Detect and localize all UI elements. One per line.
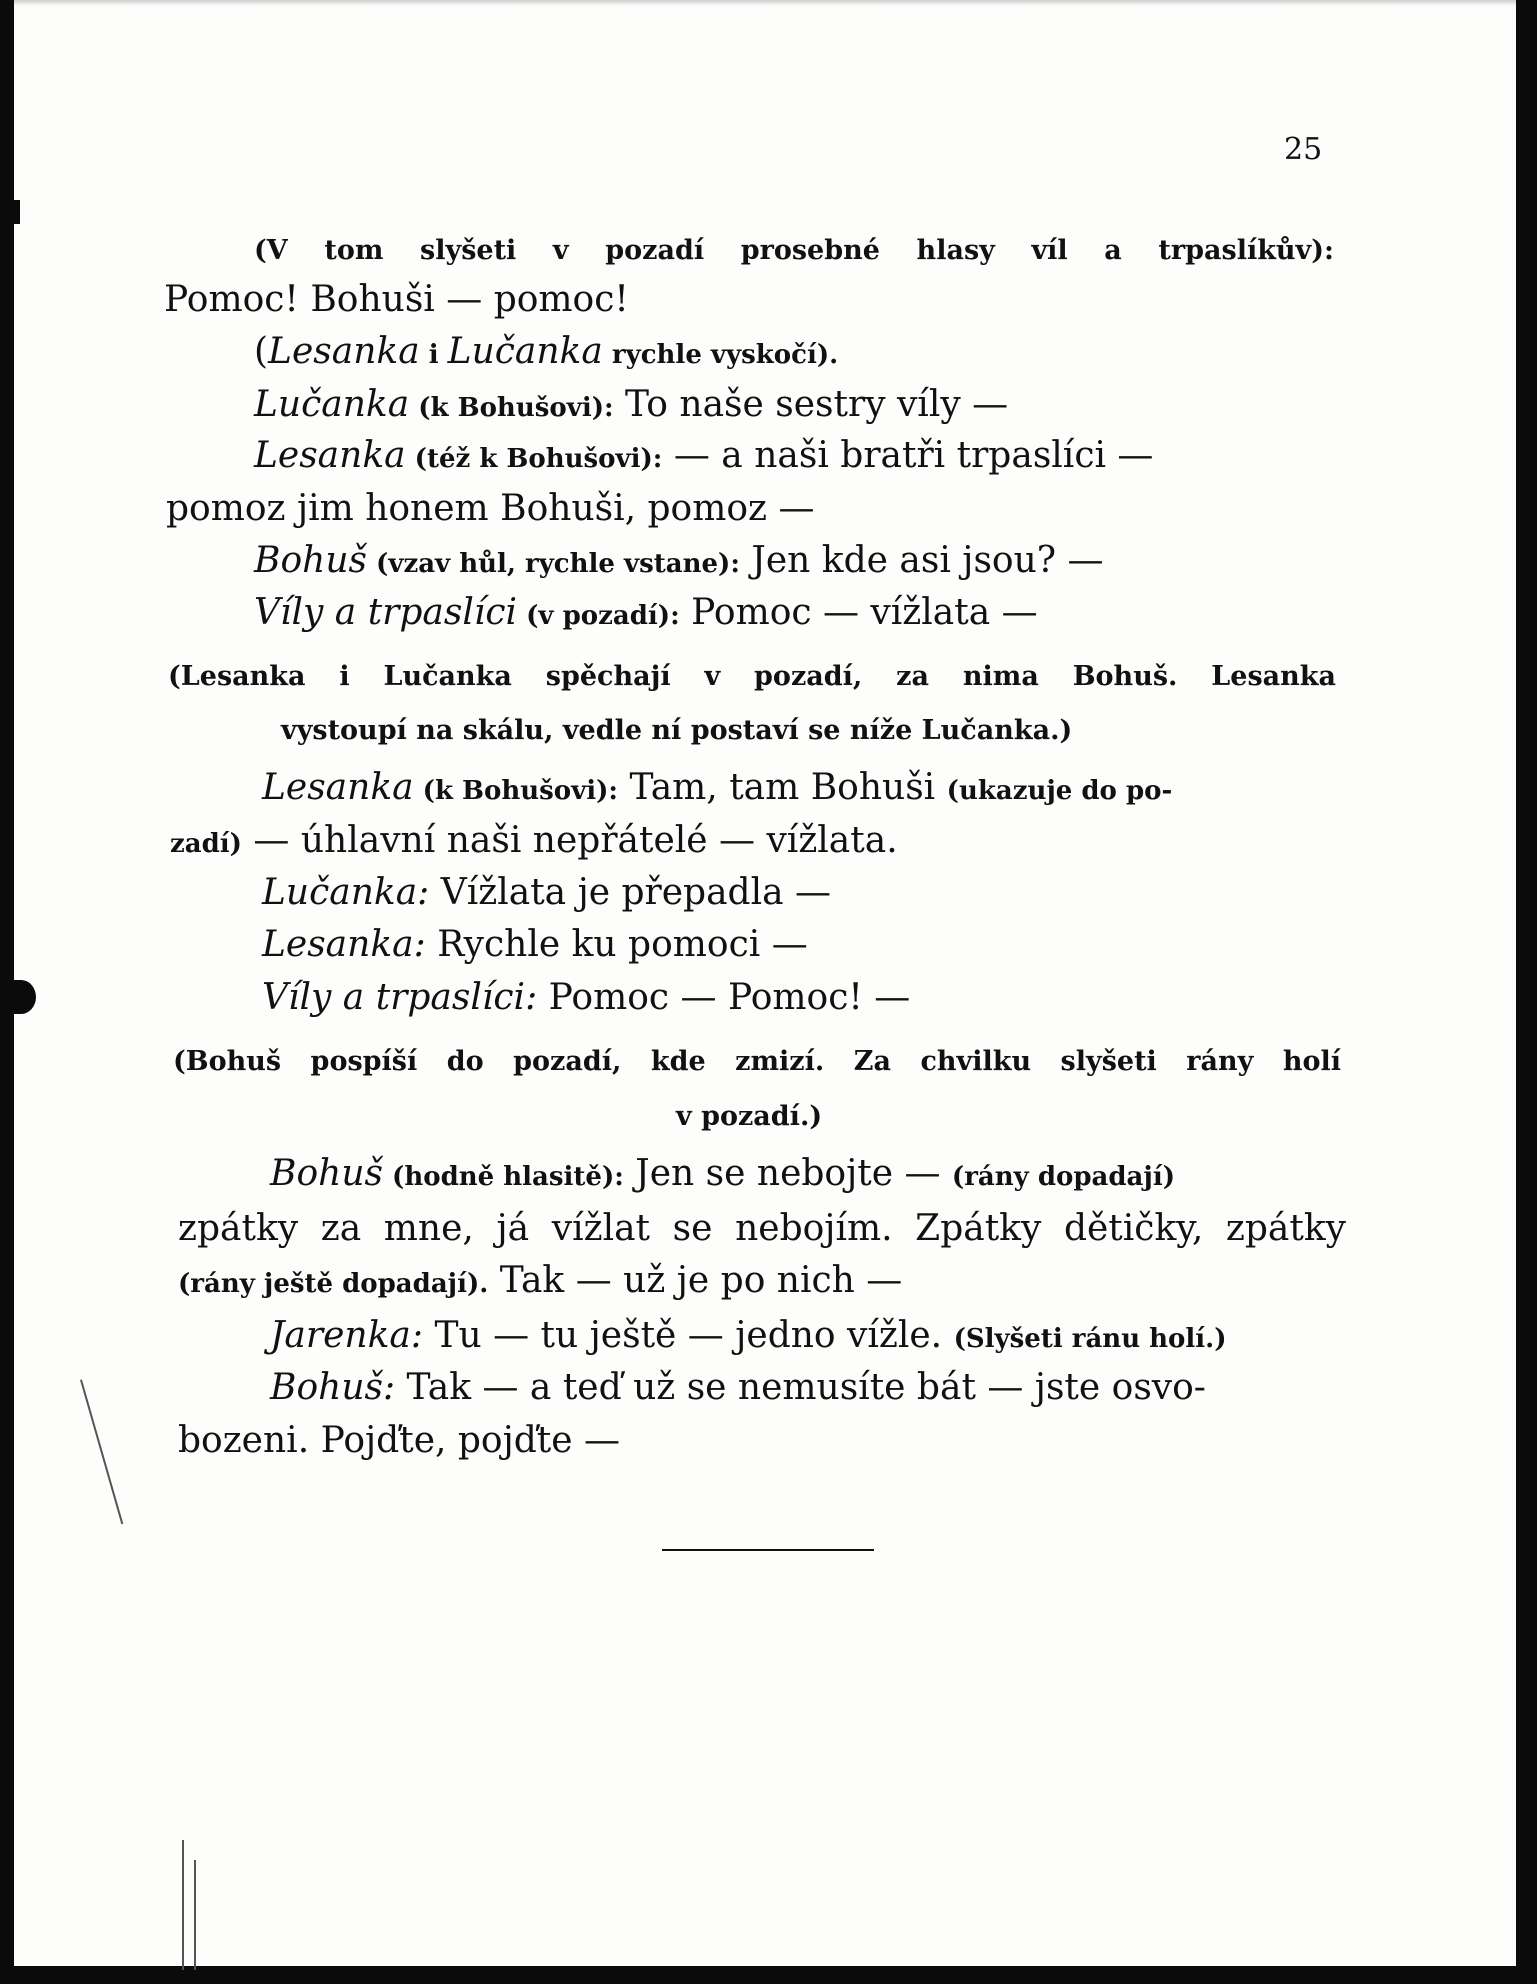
- direction-text: (k Bohušovi):: [409, 393, 614, 423]
- paren: (: [254, 331, 269, 372]
- speaker-name: Bohuš: [254, 540, 367, 581]
- speaker-name: Lesanka: [268, 331, 420, 372]
- dialogue-text: Rychle ku pomoci —: [425, 924, 808, 965]
- dialogue-text: Tak — a teď už se nemusíte bát — jste osvo-: [395, 1367, 1206, 1408]
- dialogue-line: [262, 870, 831, 916]
- dialogue-line: [262, 922, 808, 968]
- stage-direction-line: [173, 1039, 1341, 1085]
- dialogue-line: [166, 486, 814, 532]
- direction-text: i: [419, 340, 448, 370]
- direction-text: (ukazuje do po-: [946, 776, 1173, 806]
- speaker-name: Lesanka:: [262, 924, 426, 965]
- dialogue-text: To naše sestry víly —: [613, 384, 1009, 425]
- speaker-name: Lesanka: [254, 435, 406, 476]
- dialogue-text: — a naši bratři trpaslíci —: [662, 435, 1154, 476]
- scan-edge-top: [0, 0, 1537, 6]
- dialogue-text: Vížlata je přepadla —: [429, 872, 832, 913]
- dialogue-line: [262, 975, 910, 1021]
- scan-edge-notch: [8, 200, 20, 224]
- dialogue-line: [254, 382, 1008, 431]
- stage-direction-line: [254, 329, 838, 378]
- dialogue-line: [254, 590, 1038, 639]
- speaker-name: Bohuš:: [270, 1367, 396, 1408]
- dialogue-text: Pomoc! Bohuši — pomoc!: [164, 279, 629, 320]
- dialogue-text: Pomoc — vížlata —: [679, 592, 1038, 633]
- dialogue-line: [270, 1151, 1175, 1200]
- direction-text: (rány ještě dopadají).: [178, 1269, 489, 1299]
- stage-direction-line: [168, 654, 1336, 700]
- direction-text: (hodně hlasitě):: [382, 1162, 624, 1192]
- speaker-name: Lučanka:: [262, 872, 430, 913]
- scan-scratch: [182, 1840, 184, 1970]
- page-number: 25: [1284, 132, 1323, 167]
- dialogue-text: Tak — už je po nich —: [488, 1260, 903, 1301]
- stage-direction-line: [676, 1094, 822, 1140]
- dialogue-text: — úhlavní naši nepřátelé — vížlata.: [241, 820, 898, 861]
- stage-direction-line: [254, 228, 1334, 274]
- dialogue-line: [270, 1365, 1206, 1411]
- dialogue-text: Jen se nebojte —: [623, 1153, 952, 1194]
- dialogue-text: Jen kde asi jsou? —: [739, 540, 1104, 581]
- scan-scratch: [80, 1379, 123, 1524]
- dialogue-text: Pomoc — Pomoc! —: [537, 977, 911, 1018]
- scan-edge-right: [1516, 0, 1537, 1984]
- dialogue-line: [270, 1313, 1227, 1362]
- dialogue-line: [254, 538, 1104, 587]
- direction-text: (též k Bohušovi):: [405, 444, 663, 474]
- dialogue-line: [170, 818, 898, 867]
- scan-edge-bottom: [0, 1966, 1537, 1984]
- dialogue-text: Tu — tu ještě — jedno vížle.: [423, 1315, 954, 1356]
- speaker-name: Lesanka: [262, 767, 414, 808]
- direction-text: (V tom slyšeti v pozadí prosebné hlasy víl a trpaslíkův):: [254, 235, 1334, 266]
- speaker-name: Víly a trpaslíci:: [262, 977, 538, 1018]
- direction-text: (k Bohušovi):: [413, 776, 619, 806]
- direction-text: (vzav hůl, rychle vstane):: [366, 549, 740, 579]
- direction-text: (Lesanka i Lučanka spěchají v pozadí, za nima Bohuš. Lesanka: [168, 661, 1336, 692]
- scan-edge-notch: [6, 980, 36, 1014]
- speaker-name: Víly a trpaslíci: [254, 592, 518, 633]
- dialogue-line: [262, 765, 1172, 814]
- direction-text: v pozadí.): [676, 1101, 823, 1132]
- dialogue-text: bozeni. Pojďte, pojďte —: [178, 1420, 621, 1461]
- dialogue-line: [178, 1418, 620, 1464]
- direction-text: (v pozadí):: [517, 601, 680, 631]
- speaker-name: Lučanka: [447, 331, 603, 372]
- direction-text: vystoupí na skálu, vedle ní postaví se níže Lučanka.): [281, 715, 1073, 746]
- direction-text: zadí): [170, 829, 242, 859]
- direction-text: rychle vyskočí).: [602, 340, 839, 370]
- dialogue-line: [164, 277, 629, 323]
- stage-direction-line: [281, 708, 1072, 754]
- speaker-name: Lučanka: [254, 384, 410, 425]
- dialogue-line: [178, 1258, 902, 1307]
- speaker-name: Jarenka:: [270, 1315, 423, 1356]
- speaker-name: Bohuš: [270, 1153, 383, 1194]
- direction-text: (Slyšeti ránu holí.): [953, 1324, 1227, 1354]
- scan-scratch: [194, 1860, 196, 1970]
- dialogue-text: zpátky za mne, já vížlat se nebojím. Zpátky dětičky, zpátky: [178, 1208, 1346, 1249]
- direction-text: (rány dopadají): [951, 1162, 1175, 1192]
- end-rule: [662, 1549, 874, 1551]
- dialogue-line: [178, 1206, 1346, 1252]
- dialogue-text: pomoz jim honem Bohuši, pomoz —: [166, 488, 815, 529]
- dialogue-line: [254, 433, 1153, 482]
- dialogue-text: Tam, tam Bohuši: [618, 767, 947, 808]
- direction-text: (Bohuš pospíší do pozadí, kde zmizí. Za chvilku slyšeti rány holí: [173, 1046, 1341, 1077]
